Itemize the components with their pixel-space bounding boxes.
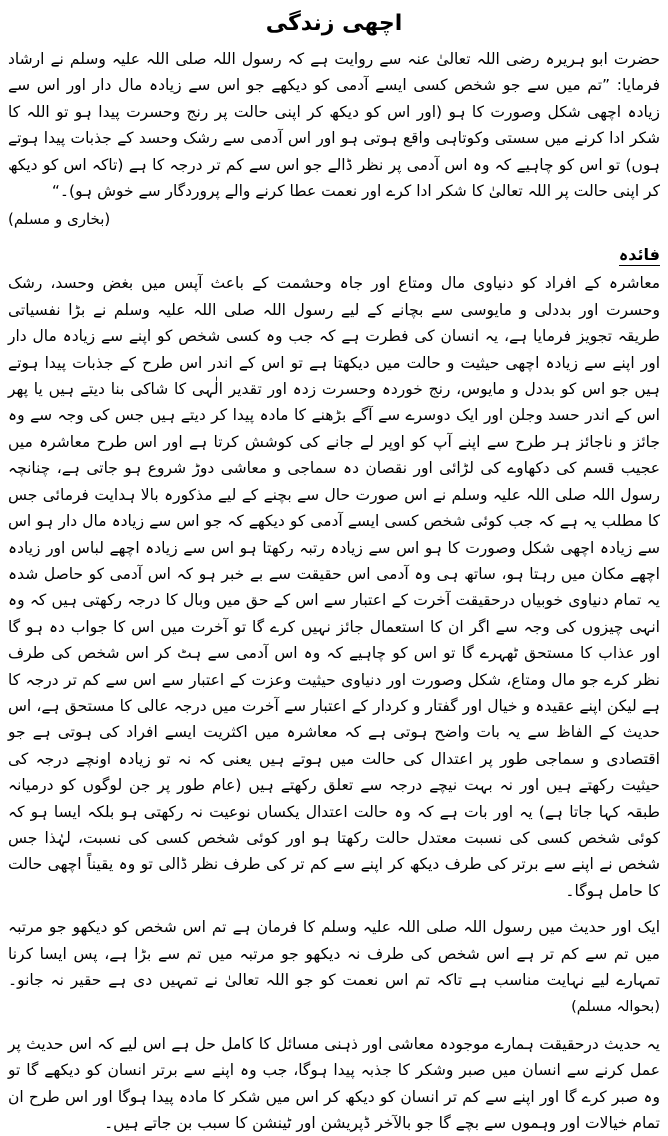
section-heading [8, 242, 660, 268]
paragraph-1: معاشرہ کے افراد کو دنیاوی مال ومتاع اور جاہ وحشمت کے باعث آپس میں بغض وحسد، رشک وحسرت اور بددلی و مایوسی سے بچانے کے لیے رسول اللہ صلی اللہ علیہ وسلم نے بڑا نفسیاتی طریقہ تجویز فرمایا ہے، یہ انسان کی فطرت ہے کہ جب وہ کسی شخص کو اپنے سے زیادہ مال دار اور اپنے سے زیادہ اچھی حیثیت و حالت میں دیکھتا ہے تو اس کے اندر اس طرح کے جذبات پیدا ہوتے ہیں جو اس کو بددل و مایوس، رنج خوردہ وحسرت زدہ اور تقدیر الٰہی کا شاکی بنا دیتے ہیں یا پھر اس کے اندر حسد وجلن اور ایک دوسرے سے آگے بڑھنے کا مادہ پیدا کر دیتے ہیں جس کی وجہ سے وہ جائز و ناجائز ہر طرح سے اپنے آپ کو اوپر لے جانے کی کوشش کرتا ہے اور اس طرح معاشرہ میں عجیب قسم کی دکھاوے کی لڑائی اور نقصان دہ سماجی و معاشی دوڑ شروع ہو جاتی ہے، چنانچہ رسول اللہ صلی اللہ علیہ وسلم نے اس صورت حال سے بچنے کے لیے مذکورہ بالا ہدایت فرمائی جس کا مطلب یہ ہے کہ جب کوئی شخص کسی ایسے آدمی کو دیکھے کہ جو اس سے زیادہ مال دار ہو اس سے زیادہ اچھی شکل وصورت کا ہو اس سے زیادہ رتبہ رکھتا ہو اس سے زیادہ اچھے لباس اور زیادہ اچھے مکان میں رہتا ہو، ساتھ ہی وہ آدمی اس حقیقت سے بے خبر ہو کہ اس آدمی کو حاصل شدہ یہ تمام دنیاوی خوبیاں درحقیقت آخرت کے اعتبار سے اس کے حق میں وبال کا درجہ رکھتی ہیں کہ وہ انہی چیزوں کی وجہ سے اگر ان کا استعمال جائز نہیں کرے گا تو آخرت میں اس کا جواب دہ ہو گا اور عذاب کا مستحق ٹھہرے گا تو اس کو چاہیے کہ وہ اس آدمی سے ہٹ کر اس شخص کی طرف نظر کرے جو مال ومتاع، شکل وصورت اور دنیاوی حیثیت وعزت کے اعتبار سے اس سے کم تر درجہ کا ہے لیکن اپنے عقیدہ و خیال اور گفتار و کردار کے اعتبار سے آخرت میں درجہ عالی کا مستحق ہے، اس حدیث کے الفاظ سے یہ بات واضح ہوتی ہے کہ معاشرہ میں اکثریت ایسے افراد کی ہوتی ہے جو اقتصادی و سماجی طور پر اعتدال کی حالت میں ہوتے ہیں یعنی کہ نہ تو زیادہ اونچے درجہ کی حیثیت رکھتے ہیں اور نہ بہت نیچے درجہ سے تعلق رکھتے ہیں (عام طور پر جن لوگوں کو درمیانہ طبقہ کہا جاتا ہے) یہ اور بات ہے کہ وہ حالت اعتدال یکساں نوعیت نہ رکھتی ہو بلکہ ایسا ہو کہ کوئی شخص کسی کی نسبت معتدل حالت رکھتا ہو اور کوئی شخص کسی کی نسبت، لہٰذا جس شخص نے اپنے سے برتر کی طرف دیکھ کر اپنے سے کم تر کی طرف نظر ڈالی تو وہ یقیناً اچھی حالت کا حامل ہوگا۔ [8, 274, 660, 900]
paragraph-spacer [8, 904, 660, 914]
hadith-text: حضرت ابو ہریرہ رضی اللہ تعالیٰ عنہ سے روایت ہے کہ رسول اللہ صلی اللہ علیہ وسلم نے ارشاد فرمایا: ”تم میں سے جو شخص کسی ایسے آدمی کو دیکھے جو اس سے زیادہ مال دار اور اس سے زیادہ اچھی شکل وصورت کا ہو (اور اس کو دیکھ کر اپنی حالت پر رنج وحسرت پیدا ہو تو اللہ کا شکر ادا کرنے میں سستی وکوتاہی واقع ہوتی ہو اور اس آدمی سے رشک وحسد کے جذبات پیدا ہوتے ہوں) تو اس کو چاہیے کہ وہ اس آدمی پر نظر ڈالے جو اس سے کم تر درجہ کا ہے (تاکہ اس کو دیکھ کر اپنی حالت پر اللہ تعالیٰ کا شکر ادا کرے اور نعمت عطا کرنے والے پروردگار سے خوش ہو)۔“ [8, 50, 660, 201]
hadith-source: (بخاری و مسلم) [8, 210, 111, 229]
page-title: اچھی زندگی [265, 11, 403, 36]
paragraph-spacer [8, 1021, 660, 1031]
paragraph-2-text: ایک اور حدیث میں رسول اللہ صلی اللہ علیہ وسلم کا فرمان ہے تم اس شخص کو دیکھو جو مرتبہ میں تم سے کم تر ہے اس شخص کی طرف نہ دیکھو جو مرتبہ میں تم سے بڑا ہے، پس ایسا کرنا تمہارے لیے نہایت مناسب ہے تاکہ تم اس نعمت کو جو اللہ تعالیٰ نے تمہیں دی ہے حقیر نہ جانو۔ [8, 918, 660, 989]
article [8, 4, 660, 1136]
section-heading-label: فائدہ [618, 245, 660, 265]
second-hadith-source: (بحوالہ مسلم) [571, 999, 660, 1016]
paragraph-2 [8, 914, 660, 1021]
paragraph-3: یہ حدیث درحقیقت ہمارے موجودہ معاشی اور ذہنی مسائل کا کامل حل ہے اس لیے کہ اس حدیث پر عمل کرنے سے انسان میں صبر وشکر کا جذبہ پیدا ہوگا، جب وہ اپنے سے برتر انسان کو دیکھے گا تو وہ صبر کرے گا اور اپنے سے کم تر انسان کو دیکھ کر اس میں شکر کا مادہ پیدا ہوگا اور اس طرح ان تمام خیالات اور وہموں سے بچے گا جو بالآخر ڈپریشن اور ٹینشن کا سبب بن جاتے ہیں۔ [8, 1034, 660, 1133]
